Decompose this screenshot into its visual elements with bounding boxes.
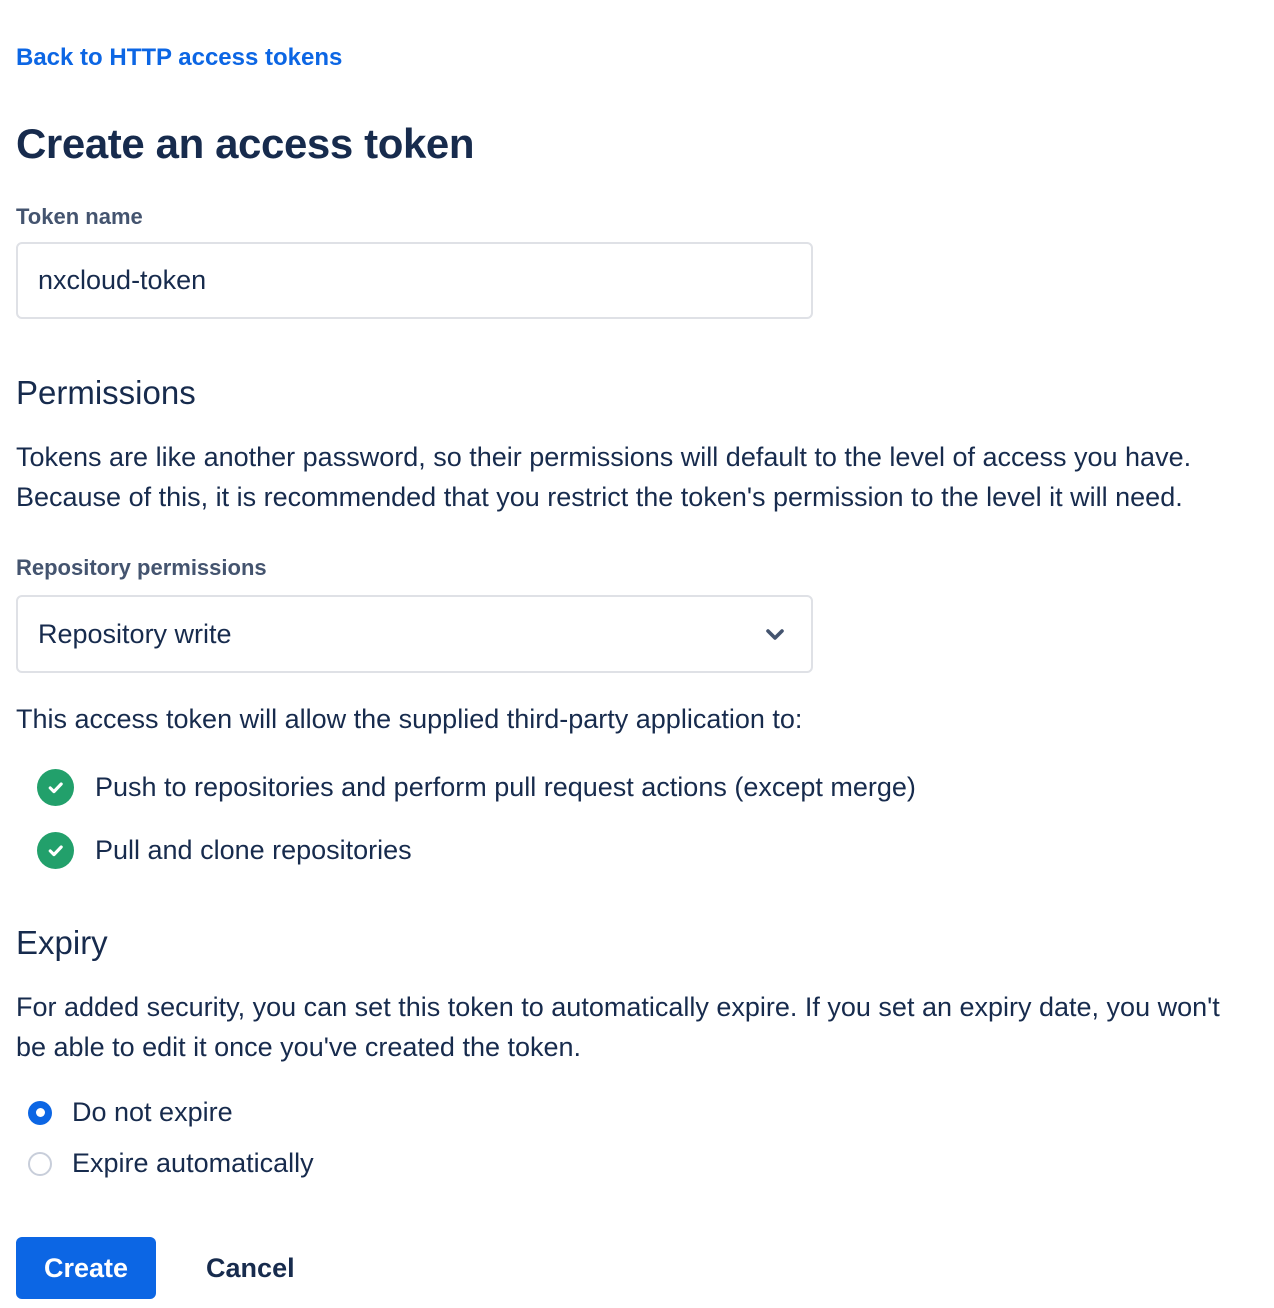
token-name-label: Token name [16, 204, 143, 229]
radio-unselected-icon[interactable] [28, 1152, 52, 1176]
repository-permissions-label: Repository permissions [16, 555, 267, 580]
radio-option-label: Expire automatically [72, 1148, 314, 1178]
permissions-description: Tokens are like another password, so their permissions will default to the level of access you have. Because of this, it is recommended that you restrict the token's permission to the level it will need. [16, 442, 1192, 512]
back-to-http-access-tokens-link[interactable]: Back to HTTP access tokens [16, 44, 343, 71]
form-actions [16, 1237, 1258, 1299]
radio-option-label: Do not expire [72, 1097, 233, 1127]
expiry-heading: Expiry [16, 924, 108, 961]
permission-effect-item [37, 832, 1258, 869]
permission-effects-list [16, 769, 1258, 869]
radio-option-do-not-expire[interactable] [28, 1097, 1258, 1128]
repository-permissions-select[interactable] [16, 595, 813, 673]
create-button[interactable]: Create [16, 1237, 156, 1299]
expiry-description: For added security, you can set this token to automatically expire. If you set an expiry date, you won't be able to edit it once you've created the token. [16, 992, 1220, 1062]
permission-effect-item [37, 769, 1258, 806]
radio-option-expire-automatically[interactable] [28, 1148, 1258, 1179]
check-circle-icon [37, 832, 74, 869]
permission-effect-label: Pull and clone repositories [95, 835, 412, 865]
permissions-heading: Permissions [16, 374, 196, 411]
allow-intro-text: This access token will allow the supplied third-party application to: [16, 704, 803, 734]
radio-selected-icon[interactable] [28, 1101, 52, 1125]
cancel-button[interactable]: Cancel [196, 1237, 305, 1299]
permission-effect-label: Push to repositories and perform pull request actions (except merge) [95, 772, 916, 802]
chevron-down-icon [761, 620, 789, 648]
expiry-radio-group [16, 1097, 1258, 1179]
page-title: Create an access token [16, 120, 475, 167]
repository-permissions-selected-value: Repository write [38, 618, 232, 649]
token-name-input[interactable] [16, 242, 813, 319]
check-circle-icon [37, 769, 74, 806]
